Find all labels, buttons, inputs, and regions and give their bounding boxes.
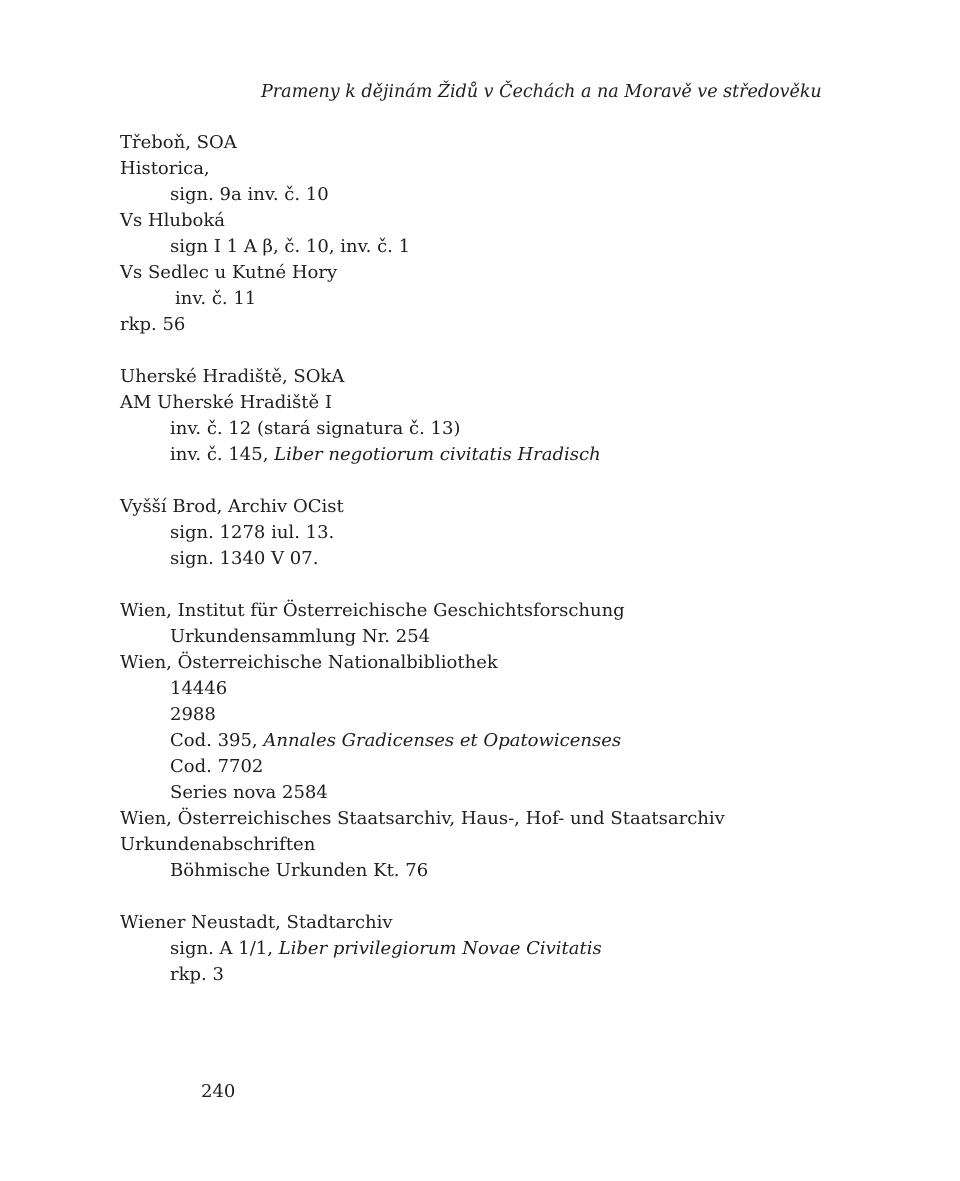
codex-14446: 14446 xyxy=(170,678,228,699)
inventory-sedlec: inv. č. 11 xyxy=(175,288,257,309)
section-gap xyxy=(120,572,920,598)
section-gap xyxy=(120,338,920,364)
codex-2988: 2988 xyxy=(170,704,216,725)
codex-395 xyxy=(120,728,920,754)
signature-1278: sign. 1278 iul. 13. xyxy=(170,522,335,543)
section-gap xyxy=(120,468,920,494)
fond-hluboka: Vs Hluboká xyxy=(120,210,226,231)
signature-a-1-1 xyxy=(120,936,920,962)
fond-am-uherske-hradiste: AM Uherské Hradiště I xyxy=(120,392,332,413)
archive-place-wiener-neustadt: Wiener Neustadt, Stadtarchiv xyxy=(120,912,393,933)
manuscript-wiener-neustadt: rkp. 3 xyxy=(170,964,224,985)
running-header: Prameny k dějinám Židů v Čechách a na Moravě ve středověku xyxy=(261,82,822,102)
archive-place-wien-institut: Wien, Institut für Österreichische Geschichtsforschung xyxy=(120,600,625,621)
fond-historica: Historica, xyxy=(120,158,210,179)
codex-prefix: Cod. 395, xyxy=(170,730,264,751)
codex-7702: Cod. 7702 xyxy=(170,756,264,777)
manuscript-title: Annales Gradicenses et Opatowicenses xyxy=(263,730,622,751)
section-gap xyxy=(120,884,920,910)
fond-sedlec: Vs Sedlec u Kutné Hory xyxy=(120,262,338,283)
archive-source-list xyxy=(120,130,920,988)
signature-1340: sign. 1340 V 07. xyxy=(170,548,319,569)
manuscript-title: Liber negotiorum civitatis Hradisch xyxy=(274,444,601,465)
bohmische-urkunden: Böhmische Urkunden Kt. 76 xyxy=(170,860,429,881)
archive-place-vyssi-brod: Vyšší Brod, Archiv OCist xyxy=(120,496,344,517)
archive-place-uherske-hradiste: Uherské Hradiště, SOkA xyxy=(120,366,345,387)
series-nova-2584: Series nova 2584 xyxy=(170,782,328,803)
archive-place-wien-onb: Wien, Österreichische Nationalbibliothek xyxy=(120,652,498,673)
manuscript-trebon: rkp. 56 xyxy=(120,314,186,335)
page-number: 240 xyxy=(201,1081,236,1102)
archive-place-trebon: Třeboň, SOA xyxy=(120,132,237,153)
archive-place-wien-staatsarchiv: Wien, Österreichisches Staatsarchiv, Haus-, Hof- und Staatsarchiv xyxy=(120,808,725,829)
inventory-prefix: inv. č. 145, xyxy=(170,444,275,465)
fond-urkundenabschriften: Urkundenabschriften xyxy=(120,834,316,855)
signature-historica: sign. 9a inv. č. 10 xyxy=(170,184,329,205)
signature-prefix: sign. A 1/1, xyxy=(170,938,279,959)
signature-hluboka: sign I 1 A β, č. 10, inv. č. 1 xyxy=(170,236,411,257)
inventory-item-145 xyxy=(120,442,920,468)
manuscript-title: Liber privilegiorum Novae Civitatis xyxy=(278,938,602,959)
urkundensammlung-item: Urkundensammlung Nr. 254 xyxy=(170,626,431,647)
inventory-item-12: inv. č. 12 (stará signatura č. 13) xyxy=(170,418,461,439)
